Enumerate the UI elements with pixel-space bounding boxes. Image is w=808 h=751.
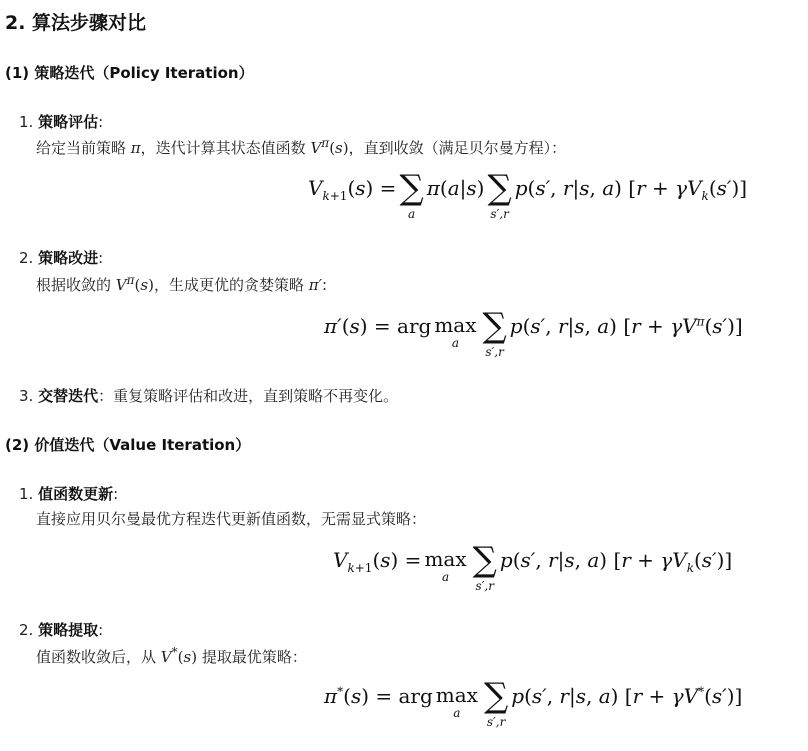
pi-step-3	[19, 385, 398, 406]
section-title: 2. 算法步骤对比	[5, 12, 147, 34]
policy-iteration-heading: (1) 策略迭代（Policy Iteration）	[5, 64, 254, 82]
max-operator: max a	[424, 547, 467, 584]
desc-part: 提取最优策略：	[201, 648, 307, 666]
math-v-pi-s: $V^\pi$	[115, 273, 135, 294]
step-title: 值函数更新	[38, 485, 114, 503]
step-colon: :	[98, 621, 104, 639]
list-number: 1.	[19, 485, 34, 503]
desc-part: 根据收敛的	[36, 276, 112, 294]
pi-step-1-description: 给定当前策略 π，迭代计算其状态值函数 $V^\pi(s)$，直到收敛（满足贝尔曼方程）：	[36, 136, 567, 157]
math-pi: π	[130, 139, 141, 157]
sum-symbol: ∑ s′,r	[483, 676, 509, 729]
vi-step-2-title	[19, 619, 103, 640]
sum-symbol: ∑ a	[399, 168, 424, 221]
step-title: 策略提取	[38, 621, 99, 639]
sum-symbol: ∑ s′,r	[482, 306, 507, 359]
equation-policy-evaluation: $V_{k+1}(s)$ = ∑ a π(a|s) ∑ s′,r p(s′, r|s, a) $[r + \gamma V_k(s')]$	[308, 168, 748, 221]
step-title: 交替迭代	[38, 387, 99, 405]
math-v-star-s: V*	[160, 645, 178, 666]
desc-part: ，迭代计算其状态值函数	[140, 139, 306, 157]
step-colon: :	[98, 113, 104, 131]
desc-part: ，生成更优的贪婪策略	[153, 276, 304, 294]
desc-part: ，直到收敛（满足贝尔曼方程）：	[348, 139, 567, 157]
math-pi-prime: π′	[308, 276, 323, 294]
sum-symbol: ∑ s′,r	[472, 540, 497, 593]
step-colon: :	[113, 485, 119, 503]
pi-step-1-title	[19, 111, 103, 132]
equation-value-update: $V_{k+1}(s)$ = max a ∑ s′,r p(s′, r|s, a) $[r + \gamma V_k(s')]$	[333, 540, 733, 593]
list-number: 1.	[19, 113, 34, 131]
pi-step-2-description: 根据收敛的 $V^\pi(s)$，生成更优的贪婪策略 π′:	[36, 273, 328, 294]
list-number: 2.	[19, 621, 34, 639]
sum-symbol: ∑ s′,r	[487, 168, 512, 221]
step-colon: :	[98, 249, 104, 267]
step-colon: ：	[98, 387, 114, 405]
desc-part: 值函数收敛后，从	[36, 648, 157, 666]
list-number: 3.	[19, 387, 34, 405]
step-title: 策略改进	[38, 249, 99, 267]
max-operator: max a	[435, 683, 478, 720]
equation-policy-improvement: π′(s) = arg max a ∑ s′,r p(s′, r|s, a) $[r + \gamma V^\pi(s')]$	[324, 306, 743, 359]
vi-step-1-title	[19, 483, 118, 504]
step-title: 策略评估	[38, 113, 99, 131]
pi-step-2-title	[19, 247, 103, 268]
max-operator: max a	[434, 313, 477, 350]
vi-step-2-description: 值函数收敛后，从 V*(s) 提取最优策略：	[36, 645, 307, 666]
desc-part: :	[322, 276, 328, 294]
equation-policy-extraction: π*(s) = arg max a ∑ s′,r p(s′, r|s, a) [r + γV*(s′)]	[324, 676, 743, 729]
value-iteration-heading: (2) 价值迭代（Value Iteration）	[5, 436, 251, 454]
math-v-pi-s: $V^\pi$	[310, 136, 330, 157]
step-text: 重复策略评估和改进，直到策略不再变化。	[113, 387, 399, 405]
vi-step-1-description: 直接应用贝尔曼最优方程迭代更新值函数，无需显式策略：	[36, 510, 427, 528]
desc-part: 给定当前策略	[36, 139, 127, 157]
list-number: 2.	[19, 249, 34, 267]
